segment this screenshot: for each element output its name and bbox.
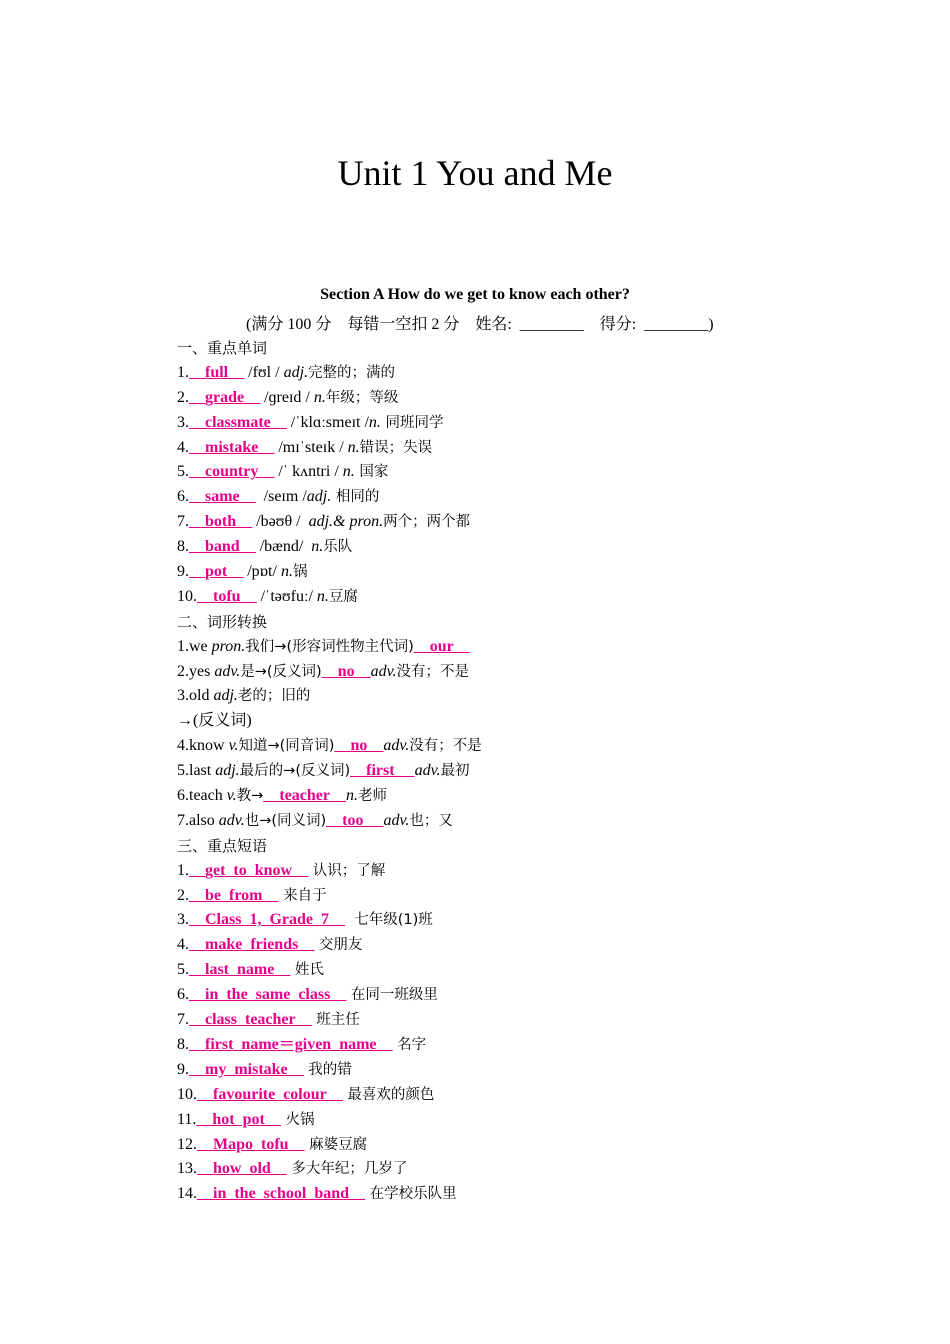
blank-underline: __ xyxy=(189,438,205,456)
answer-word: mistake xyxy=(205,438,259,456)
transform-instruction: 也→(同义词) xyxy=(244,812,327,829)
vocab-row xyxy=(177,460,897,485)
answer-phrase: my mistake xyxy=(205,1060,288,1078)
blank-underline: __ xyxy=(329,911,345,929)
definition: 班主任 xyxy=(311,1012,360,1029)
worksheet-content xyxy=(177,336,897,1207)
definition: 在学校乐队里 xyxy=(365,1186,457,1203)
blank-underline: __ xyxy=(197,587,213,605)
item-number: 10. xyxy=(177,1085,197,1103)
blank-underline: __ xyxy=(258,438,275,456)
answer-word: too xyxy=(342,811,364,829)
page-title: Unit 1 You and Me xyxy=(337,153,613,193)
item-word: 6.teach xyxy=(177,787,227,805)
phonetic: /ˈ kʌntri / xyxy=(274,463,343,481)
part-of-speech: adv. xyxy=(370,662,397,680)
blank-underline: __ xyxy=(189,861,205,879)
word-form-row xyxy=(177,759,897,784)
blank-underline: __ xyxy=(350,762,367,780)
blank-underline: __ xyxy=(376,1035,393,1053)
answer-phrase: favourite colour xyxy=(213,1085,327,1103)
word-form-row xyxy=(177,684,897,709)
answer-word: full xyxy=(205,363,229,381)
definition: 姓氏 xyxy=(290,962,324,979)
blank-underline: __ xyxy=(263,787,280,805)
blank-underline: __ xyxy=(264,1110,281,1128)
blank-underline: __ xyxy=(258,463,275,481)
blank-underline: __ xyxy=(244,388,261,406)
item-number: 5. xyxy=(177,961,189,979)
blank-underline: __ xyxy=(189,986,205,1004)
phrase-row xyxy=(177,1008,897,1033)
vocab-row xyxy=(177,485,897,510)
phonetic: /fʊl / xyxy=(244,363,284,381)
part-of-speech: adv. xyxy=(383,737,410,755)
definition: 七年级(1)班 xyxy=(345,912,433,929)
part-of-speech: n. xyxy=(347,438,360,456)
blank-underline: __ xyxy=(197,1160,213,1178)
phrase-row xyxy=(177,1108,897,1133)
phrase-row xyxy=(177,1033,897,1058)
transform-instruction: 最后的→(反义词) xyxy=(239,763,351,780)
answer-word: same xyxy=(205,488,240,506)
definition: 两个；两个都 xyxy=(383,514,471,531)
item-word: 1.we xyxy=(177,637,212,655)
definition: 火锅 xyxy=(280,1111,315,1128)
definition: 最初 xyxy=(440,763,470,780)
part-of-speech: v. xyxy=(226,787,237,805)
part-of-speech: v. xyxy=(228,737,239,755)
answer-word: classmate xyxy=(205,413,271,431)
blank-underline: __ xyxy=(287,1060,304,1078)
blank-underline: __ xyxy=(329,787,346,805)
item-number: 2. xyxy=(177,886,189,904)
answer-word: no xyxy=(337,662,355,680)
definition: 认识；了解 xyxy=(308,862,386,879)
vocab-row xyxy=(177,585,897,610)
blank-underline: __ xyxy=(189,1035,205,1053)
blank-underline: __ xyxy=(228,363,245,381)
phrase-row xyxy=(177,908,897,933)
item-number: 3. xyxy=(177,911,189,929)
blank-underline: __ xyxy=(326,811,343,829)
part1-heading: 一、重点单词 xyxy=(177,339,268,357)
part-of-speech: n. xyxy=(313,388,326,406)
word-form-list xyxy=(177,635,897,834)
item-word: →(反义词) xyxy=(177,712,252,730)
phrase-row xyxy=(177,933,897,958)
phonetic: /seɪm / xyxy=(255,488,307,506)
vocab-row xyxy=(177,560,897,585)
definition: 来自于 xyxy=(278,887,327,904)
blank-underline: __ xyxy=(196,1110,213,1128)
blank-underline: __ xyxy=(189,463,205,481)
answer-word: country xyxy=(205,463,259,481)
item-number: 11. xyxy=(177,1110,197,1128)
part-of-speech: n. xyxy=(342,463,355,481)
answer-phrase: hot pot xyxy=(212,1110,265,1128)
item-number: 7. xyxy=(177,1011,189,1029)
part-of-speech: adj. xyxy=(215,762,240,780)
answer-phrase: last name xyxy=(205,961,275,979)
answer-phrase: be from xyxy=(205,886,263,904)
transform-instruction: 是→(反义词) xyxy=(240,663,322,680)
answer-phrase: in the same class xyxy=(205,986,331,1004)
part-of-speech: adj.& pron. xyxy=(308,513,384,531)
blank-underline: __ xyxy=(321,662,338,680)
answer-phrase: class teacher xyxy=(205,1011,296,1029)
item-number: 6. xyxy=(177,986,189,1004)
definition: 豆腐 xyxy=(328,588,358,605)
blank-underline: __ xyxy=(227,563,244,581)
blank-underline: __ xyxy=(274,961,291,979)
blank-underline: __ xyxy=(189,413,205,431)
definition: 乐队 xyxy=(323,539,353,556)
blank-underline: __ xyxy=(189,388,205,406)
vocab-row xyxy=(177,386,897,411)
phonetic: /bænd/ xyxy=(255,538,312,556)
blank-underline: __ xyxy=(262,886,279,904)
phrase-row xyxy=(177,1182,897,1207)
blank-underline: __ xyxy=(349,1185,366,1203)
blank-underline: __ xyxy=(189,1060,205,1078)
definition: 我的错 xyxy=(303,1061,352,1078)
blank-underline: __ xyxy=(197,1135,213,1153)
part-of-speech: n. xyxy=(368,413,381,431)
part-of-speech: adj. xyxy=(306,488,332,506)
answer-word: no xyxy=(350,737,368,755)
transform-instruction: 我们→(形容词性物主代词) xyxy=(245,638,414,655)
vocab-row xyxy=(177,361,897,386)
part-of-speech: adv. xyxy=(214,662,241,680)
part2-heading: 二、词形转换 xyxy=(177,612,268,631)
answer-word: first xyxy=(366,762,395,780)
answer-word: tofu xyxy=(213,587,241,605)
blank-underline: __ xyxy=(189,961,205,979)
definition: 在同一班级里 xyxy=(346,987,438,1004)
definition: 完整的；满的 xyxy=(308,364,396,381)
blank-underline: __ xyxy=(189,538,205,556)
blank-underline: __ xyxy=(189,911,205,929)
transform-instruction: 教→ xyxy=(236,788,264,805)
part-of-speech: adv. xyxy=(414,762,441,780)
phonetic: /ˈklɑːsmeɪt / xyxy=(286,413,369,431)
blank-underline: __ xyxy=(189,1011,205,1029)
part-of-speech: adv. xyxy=(218,811,245,829)
blank-underline: __ xyxy=(239,538,256,556)
vocabulary-list xyxy=(177,361,897,610)
item-number: 10. xyxy=(177,587,197,605)
blank-underline: __ xyxy=(189,886,205,904)
answer-phrase: get to know xyxy=(205,861,293,879)
item-number: 1. xyxy=(177,363,189,381)
answer-word: pot xyxy=(205,563,228,581)
part-of-speech: adj. xyxy=(283,363,309,381)
phrase-row xyxy=(177,884,897,909)
blank-underline: __ xyxy=(239,488,256,506)
answer-word: grade xyxy=(205,388,245,406)
definition: 同班同学 xyxy=(380,414,444,431)
item-number: 2. xyxy=(177,388,189,406)
part-of-speech: n. xyxy=(280,563,293,581)
answer-phrase: make friends xyxy=(205,936,299,954)
blank-underline: __ xyxy=(189,563,205,581)
answer-phrase: Mapo tofu xyxy=(213,1135,289,1153)
blank-underline: __ xyxy=(295,1011,312,1029)
vocab-row xyxy=(177,411,897,436)
item-number: 8. xyxy=(177,538,189,556)
definition: 麻婆豆腐 xyxy=(304,1136,368,1153)
item-number: 6. xyxy=(177,488,189,506)
part-of-speech: adv. xyxy=(383,811,410,829)
word-form-row xyxy=(177,660,897,685)
blank-underline: __ xyxy=(189,936,205,954)
phonetic: /pɒt/ xyxy=(243,563,281,581)
phonetic: /bəʊθ / xyxy=(252,513,309,531)
phrase-row xyxy=(177,983,897,1008)
blank-underline: __ xyxy=(240,587,257,605)
definition: 名字 xyxy=(392,1036,427,1053)
phrase-row xyxy=(177,1133,897,1158)
blank-underline: __ xyxy=(354,662,371,680)
blank-underline: __ xyxy=(367,737,384,755)
part-of-speech: n. xyxy=(311,538,324,556)
phrase-list xyxy=(177,859,897,1207)
blank-underline: __ xyxy=(334,737,351,755)
item-word: 5.last xyxy=(177,762,216,780)
phrase-row xyxy=(177,1157,897,1182)
item-number: 9. xyxy=(177,563,189,581)
blank-underline: __ xyxy=(288,1135,305,1153)
item-word: 3.old xyxy=(177,687,214,705)
answer-phrase: first name＝given name xyxy=(205,1035,377,1053)
item-word: 7.also xyxy=(177,811,219,829)
vocab-row xyxy=(177,436,897,461)
blank-underline: __ xyxy=(197,1185,213,1203)
transform-instruction: 老的；旧的 xyxy=(237,688,311,705)
item-number: 12. xyxy=(177,1135,197,1153)
blank-underline: __ xyxy=(189,488,205,506)
phrase-row xyxy=(177,1058,897,1083)
word-form-row xyxy=(177,809,897,834)
word-form-row xyxy=(177,635,897,660)
word-form-row xyxy=(177,709,897,734)
definition: 最喜欢的颜色 xyxy=(342,1086,435,1103)
definition: 没有；不是 xyxy=(409,738,482,755)
word-form-row xyxy=(177,734,897,759)
item-number: 3. xyxy=(177,413,189,431)
definition: 老师 xyxy=(357,788,387,805)
item-number: 13. xyxy=(177,1160,197,1178)
blank-underline: __ xyxy=(189,513,205,531)
item-word: 4.know xyxy=(177,737,229,755)
definition: 国家 xyxy=(354,464,389,481)
phrase-row xyxy=(177,1083,897,1108)
part3-heading: 三、重点短语 xyxy=(177,836,268,855)
blank-underline: __ xyxy=(197,1085,213,1103)
item-word: 2.yes xyxy=(177,662,215,680)
blank-underline: __ xyxy=(189,363,205,381)
answer-phrase: Class 1, Grade 7 xyxy=(205,911,329,929)
vocab-row xyxy=(177,535,897,560)
part-of-speech: pron. xyxy=(211,637,246,655)
answer-word: band xyxy=(205,538,240,556)
blank-underline: __ xyxy=(413,637,430,655)
item-number: 1. xyxy=(177,861,189,879)
answer-phrase: how old xyxy=(213,1160,271,1178)
item-number: 4. xyxy=(177,936,189,954)
item-number: 5. xyxy=(177,463,189,481)
transform-instruction: 知道→(同音词) xyxy=(238,738,335,755)
item-number: 7. xyxy=(177,513,189,531)
section-title: Section A How do we get to know each other? xyxy=(320,286,630,303)
vocab-row xyxy=(177,510,897,535)
definition: 也；又 xyxy=(409,812,453,829)
phrase-row xyxy=(177,958,897,983)
blank-underline: __ xyxy=(453,637,470,655)
definition: 年级；等级 xyxy=(325,389,399,406)
blank-underline: __ xyxy=(363,811,384,829)
phonetic: /ɡreɪd / xyxy=(260,388,314,406)
phonetic: /mɪˈsteɪk / xyxy=(274,438,348,456)
definition: 没有；不是 xyxy=(396,663,470,680)
definition: 多大年纪；几岁了 xyxy=(286,1161,408,1178)
answer-word: our xyxy=(429,637,454,655)
blank-underline: __ xyxy=(394,762,415,780)
item-number: 4. xyxy=(177,438,189,456)
definition: 错误；失误 xyxy=(359,439,433,456)
blank-underline: __ xyxy=(298,936,315,954)
definition: 相同的 xyxy=(331,489,380,506)
word-form-row xyxy=(177,784,897,809)
definition: 交朋友 xyxy=(314,937,363,954)
score-info: (满分 100 分 每错一空扣 2 分 姓名: ________ 得分: ________) xyxy=(246,316,714,333)
blank-underline: __ xyxy=(292,861,309,879)
answer-phrase: in the school band xyxy=(213,1185,350,1203)
definition: 锅 xyxy=(292,564,308,581)
answer-word: both xyxy=(205,513,237,531)
blank-underline: __ xyxy=(326,1085,343,1103)
part-of-speech: adj. xyxy=(213,687,238,705)
blank-underline: __ xyxy=(270,1160,287,1178)
blank-underline: __ xyxy=(236,513,253,531)
phrase-row xyxy=(177,859,897,884)
item-number: 14. xyxy=(177,1185,197,1203)
part-of-speech: n. xyxy=(345,787,358,805)
part-of-speech: n. xyxy=(316,587,329,605)
item-number: 9. xyxy=(177,1060,189,1078)
phonetic: /ˈtəʊfuː/ xyxy=(256,587,317,605)
blank-underline: __ xyxy=(270,413,287,431)
blank-underline: __ xyxy=(330,986,347,1004)
item-number: 8. xyxy=(177,1035,189,1053)
answer-word: teacher xyxy=(279,787,330,805)
